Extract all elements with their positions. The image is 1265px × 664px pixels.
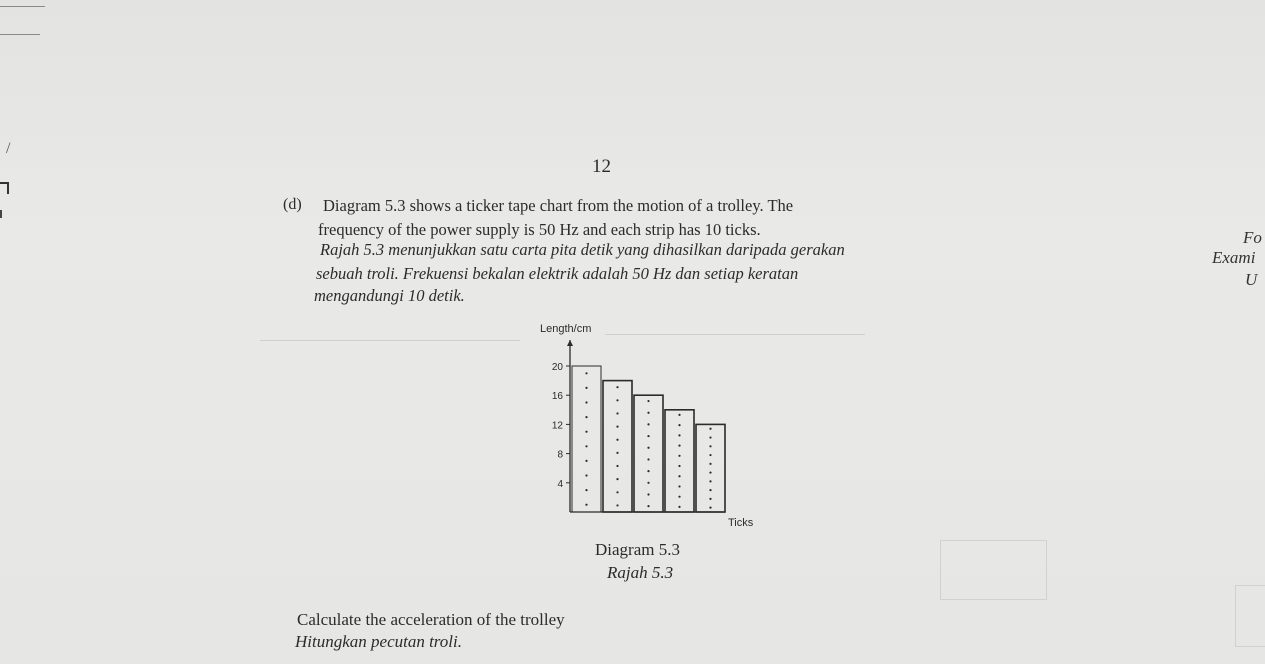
ticker-dot [647,435,649,437]
ticker-dot [616,452,618,454]
ticker-dot [585,445,587,447]
ticker-dot [585,401,587,403]
ticker-tape-chart [520,316,780,534]
ticker-strips [572,366,725,512]
ticker-dot [709,463,711,465]
bleed-line-1 [260,340,520,341]
ticker-dot [647,470,649,472]
ticker-strip-2 [603,381,632,512]
ticker-dot [616,491,618,493]
diagram-caption-ms: Rajah 5.3 [607,563,674,582]
margin-label-u: U [1245,270,1258,289]
edge-tick-small [0,210,2,218]
question-text-en-line-1: Diagram 5.3 shows a ticker tape chart from the motion of a trolley. The [323,196,794,215]
ticker-dot [647,482,649,484]
ticker-strip-4 [665,410,694,512]
ticker-strip-3 [634,395,663,512]
ticker-strip-1 [572,366,601,512]
margin-label-fo: Fo [1243,228,1262,247]
edge-tick-mark: / [6,140,11,157]
ticker-dot [709,489,711,491]
ticker-strip-5 [696,424,725,512]
ticker-dot [616,412,618,414]
question-text-en-line-2: frequency of the power supply is 50 Hz and each strip has 10 ticks. [318,220,761,239]
question-part-label: (d) [283,196,302,213]
x-axis-label: Ticks [728,517,754,529]
ticker-dot [647,400,649,402]
y-axis-label: Length/cm [540,323,592,335]
ticker-dot [678,485,680,487]
y-ticks [552,362,570,490]
ticker-dot [709,454,711,456]
question-text-ms-line-3: mengandungi 10 detik. [314,286,465,305]
ticker-dot [585,460,587,462]
y-tick-label-20: 20 [551,362,563,373]
y-tick-label-16: 16 [551,391,563,403]
ticker-dot [585,431,587,433]
y-tick-label-8: 8 [557,449,563,461]
page-number: 12 [592,156,611,177]
ticker-dot [709,498,711,500]
ticker-dot [678,475,680,477]
edge-bracket-side [7,182,9,194]
ticker-dot [678,455,680,457]
ticker-dot [616,439,618,441]
diagram-caption-en: Diagram 5.3 [595,540,680,559]
ticker-dot [616,465,618,467]
ticker-dot [585,489,587,491]
y-axis-arrow [567,340,573,346]
ticker-dot [678,465,680,467]
ticker-dot [647,505,649,507]
edge-line-top [0,6,45,7]
ticker-dot [585,372,587,374]
task-text-ms: Hitungkan pecutan troli. [295,632,462,651]
bleed-box [940,540,1047,600]
question-text-ms-line-2: sebuah troli. Frekuensi bekalan elektrik adalah 50 Hz dan setiap keratan [316,264,799,283]
ticker-dot [709,507,711,509]
task-text-en: Calculate the acceleration of the trolley [297,610,565,629]
ticker-dot [678,444,680,446]
question-text-ms-line-1: Rajah 5.3 menunjukkan satu carta pita detik yang dihasilkan daripada gerakan [320,240,845,259]
ticker-dot [647,423,649,425]
margin-label-exam: Exami [1212,248,1256,267]
ticker-dot [678,496,680,498]
y-tick-label-4: 4 [557,478,563,490]
ticker-dot [709,480,711,482]
ticker-dot [709,436,711,438]
ticker-dot [709,445,711,447]
y-tick-label-12: 12 [551,420,563,432]
bleed-box-2 [1235,585,1265,647]
ticker-dot [678,424,680,426]
ticker-dot [616,386,618,388]
ticker-dot [678,414,680,416]
ticker-dot [647,458,649,460]
ticker-dot [647,447,649,449]
ticker-dot [709,471,711,473]
ticker-dot [585,474,587,476]
ticker-dot [585,416,587,418]
ticker-dot [616,399,618,401]
edge-line-2 [0,34,40,35]
ticker-dot [678,434,680,436]
ticker-dot [616,478,618,480]
ticker-dot [585,504,587,506]
ticker-dot [585,387,587,389]
ticker-dot [616,504,618,506]
ticker-dot [647,493,649,495]
ticker-dot [616,425,618,427]
ticker-dot [678,506,680,508]
ticker-dot [647,412,649,414]
ticker-dot [709,428,711,430]
